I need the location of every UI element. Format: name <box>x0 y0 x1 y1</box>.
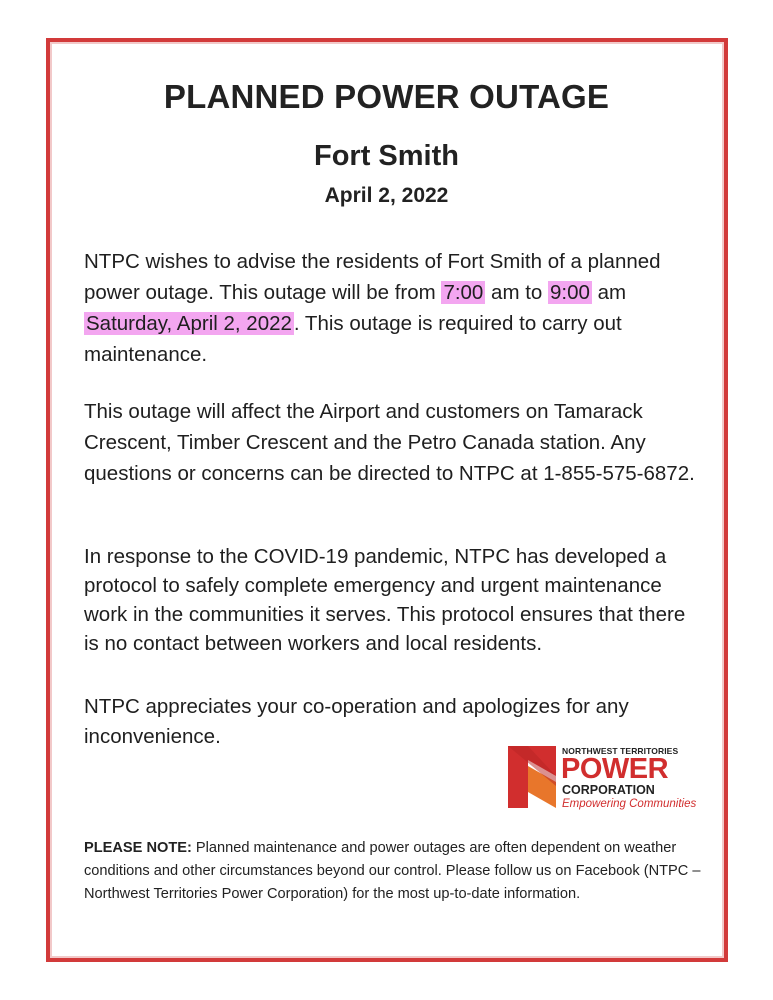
p1-text-2: am to <box>485 281 549 304</box>
notice-location: Fort Smith <box>314 140 459 172</box>
highlight-start-time: 7:00 <box>443 281 484 304</box>
highlight-day: Saturday, April 2, 2022 <box>86 312 292 335</box>
p1-text-3: am <box>591 281 627 304</box>
logo-line-2: POWER <box>561 753 669 785</box>
logo-line-1: NORTHWEST TERRITORIES <box>562 746 679 756</box>
footer-note-label: PLEASE NOTE: <box>84 840 192 856</box>
logo-line-3: CORPORATION <box>562 783 655 797</box>
outage-details-paragraph <box>84 246 704 370</box>
p1-text-4: . This outage is required to carry out maintenance. <box>84 312 622 366</box>
ntpc-logo-mark-icon <box>508 746 556 808</box>
notice-date: April 2, 2022 <box>324 184 449 207</box>
apology-paragraph: NTPC appreciates your co-operation and apologizes for any inconvenience. <box>84 695 629 748</box>
page-border <box>46 38 728 962</box>
p1-text-1: NTPC wishes to advise the residents of Fort Smith of a planned power outage. This outage will be from <box>84 250 661 304</box>
ntpc-logo <box>508 746 718 816</box>
footer-note-text: Planned maintenance and power outages are often dependent on weather conditions and other circumstances beyond our control. Please follow us on Facebook (NTPC – Northwest Territories Power Corporation) for the most up-to-date information. <box>84 840 701 902</box>
affected-areas-paragraph: This outage will affect the Airport and customers on Tamarack Crescent, Timber Crescent and the Petro Canada station. Any questions or concerns can be directed to NTPC at 1-855-575-6872. <box>84 400 695 485</box>
notice-title: PLANNED POWER OUTAGE <box>163 78 610 115</box>
highlight-end-time: 9:00 <box>550 281 590 304</box>
footer-note <box>84 837 714 906</box>
logo-tagline: Empowering Communities <box>562 798 697 810</box>
covid-protocol-paragraph: In response to the COVID-19 pandemic, NTPC has developed a protocol to safely complete emergency and urgent maintenance work in the communities it serves. This protocol ensures that there is no contact between workers and local residents. <box>84 545 686 655</box>
